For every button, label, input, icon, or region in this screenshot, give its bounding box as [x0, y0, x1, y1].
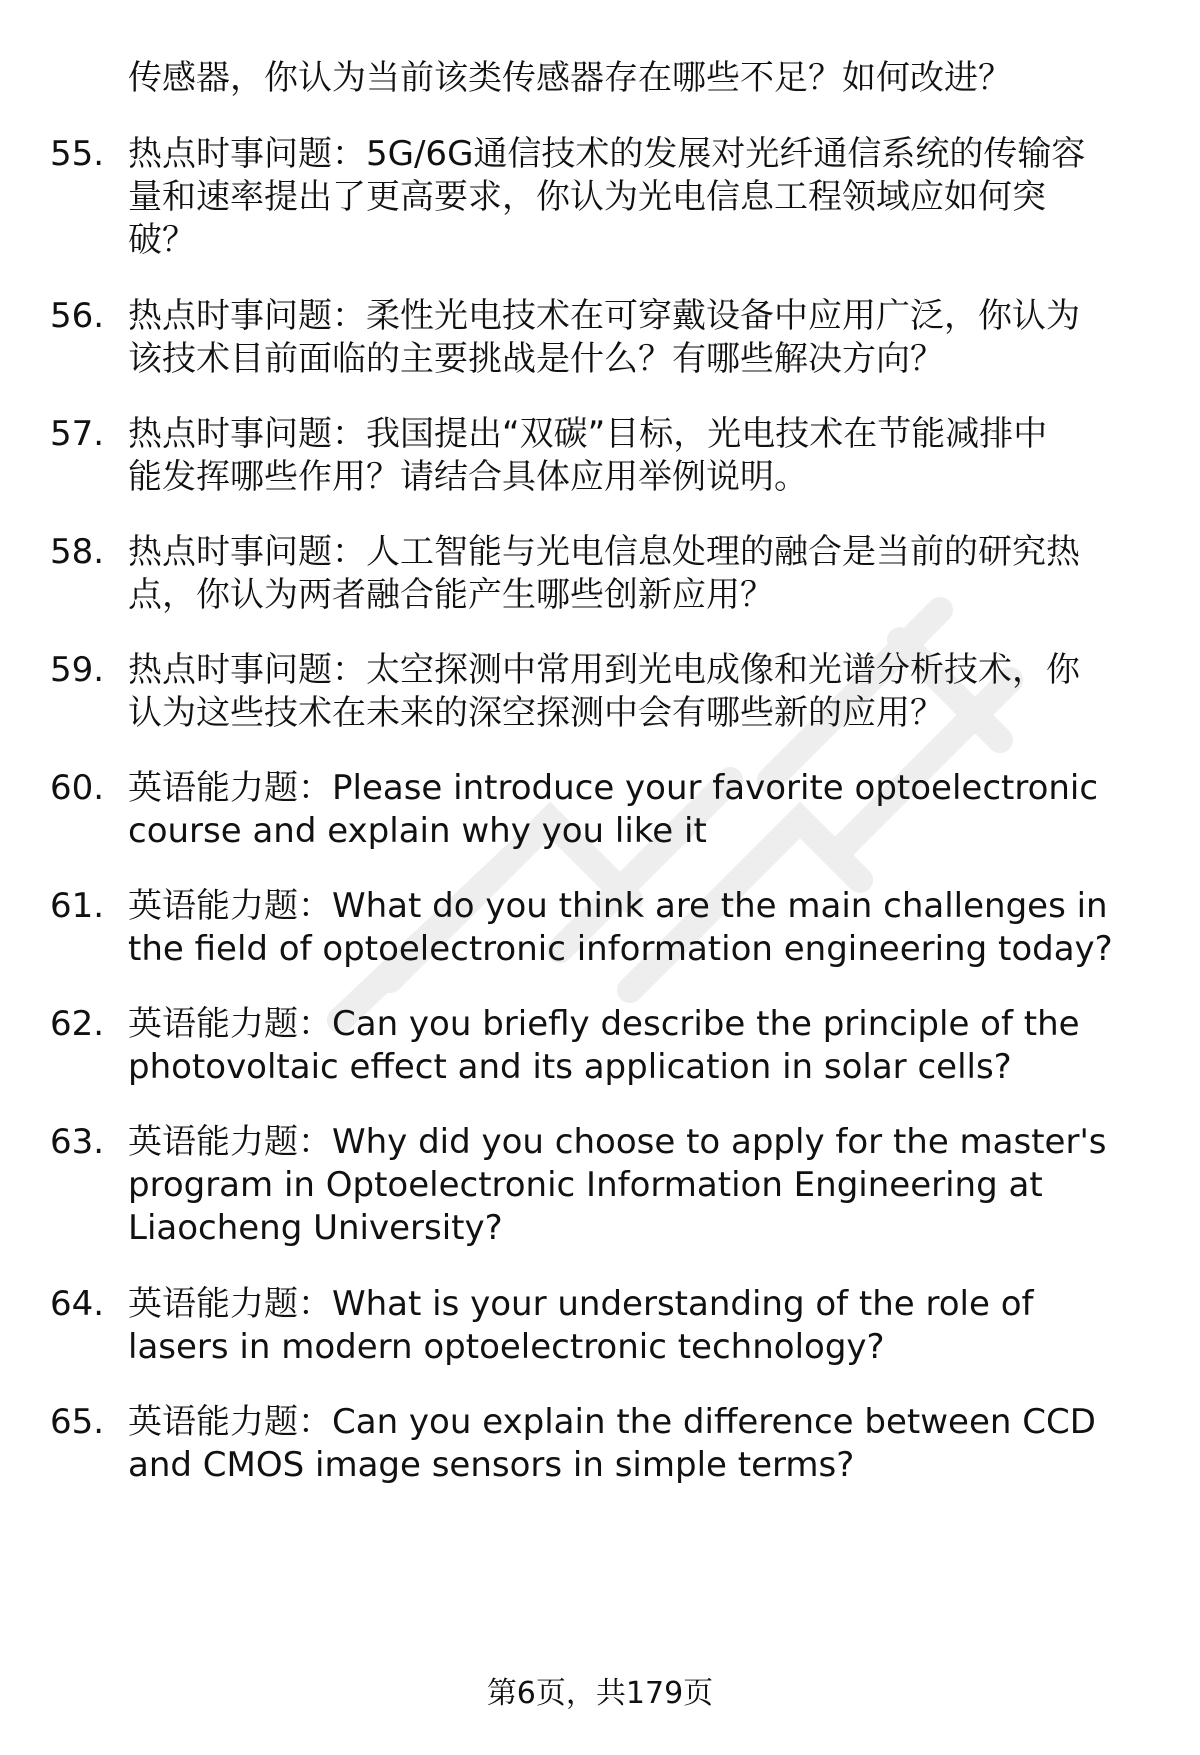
item-text-line: 热点时事问题：太空探测中常用到光电成像和光谱分析技术，你: [128, 650, 1080, 690]
item-number: 62.: [50, 1004, 105, 1044]
item-number: 64.: [50, 1284, 105, 1324]
item-text-line: 英语能力题：Why did you choose to apply for the master's: [128, 1122, 1107, 1162]
page-footer: 第6页，共179页: [486, 1676, 714, 1711]
item-number: 63.: [50, 1122, 105, 1162]
item-number: 58.: [50, 532, 105, 572]
item-text-line: 热点时事问题：5G/6G通信技术的发展对光纤通信系统的传输容: [128, 134, 1086, 174]
item-text-line: 点，你认为两者融合能产生哪些创新应用？: [128, 575, 774, 615]
item-number: 57.: [50, 414, 105, 454]
item-text-line: 英语能力题：Can you explain the difference between CCD: [128, 1402, 1096, 1442]
item-number: 65.: [50, 1402, 105, 1442]
item-text-line: 英语能力题：What is your understanding of the role of: [128, 1284, 1034, 1324]
item-text-line: 英语能力题：Can you briefly describe the principle of the: [128, 1004, 1080, 1044]
item-text-line: 热点时事问题：柔性光电技术在可穿戴设备中应用广泛，你认为: [128, 296, 1080, 336]
item-number: 55.: [50, 134, 105, 174]
item-number: 59.: [50, 650, 105, 690]
item-text-line: 量和速率提出了更高要求，你认为光电信息工程领域应如何突: [128, 177, 1046, 217]
item-text-line: 英语能力题：What do you think are the main challenges in: [128, 886, 1108, 926]
item-text-line: photovoltaic effect and its application in solar cells?: [128, 1047, 1012, 1087]
item-text-line: 热点时事问题：我国提出“双碳”目标，光电技术在节能减排中: [128, 414, 1048, 454]
item-text-line: course and explain why you like it: [128, 811, 707, 851]
item-text-line: program in Optoelectronic Information Engineering at: [128, 1165, 1043, 1205]
item-text-line: 破？: [128, 220, 196, 260]
item-text-line: 热点时事问题：人工智能与光电信息处理的融合是当前的研究热: [128, 532, 1080, 572]
item-text-line: Liaocheng University?: [128, 1208, 503, 1248]
intro-line: 传感器，你认为当前该类传感器存在哪些不足？如何改进？: [128, 58, 1012, 98]
item-text-line: 英语能力题：Please introduce your favorite optoelectronic: [128, 768, 1099, 808]
item-text-line: lasers in modern optoelectronic technology?: [128, 1327, 885, 1367]
item-text-line: 能发挥哪些作用？请结合具体应用举例说明。: [128, 457, 808, 497]
item-text-line: and CMOS image sensors in simple terms?: [128, 1445, 855, 1485]
item-text-line: 认为这些技术在未来的深空探测中会有哪些新的应用？: [128, 693, 944, 733]
item-number: 61.: [50, 886, 105, 926]
item-number: 60.: [50, 768, 105, 808]
item-text-line: 该技术目前面临的主要挑战是什么？有哪些解决方向？: [128, 339, 944, 379]
item-number: 56.: [50, 296, 105, 336]
item-text-line: the field of optoelectronic information engineering today?: [128, 929, 1113, 969]
